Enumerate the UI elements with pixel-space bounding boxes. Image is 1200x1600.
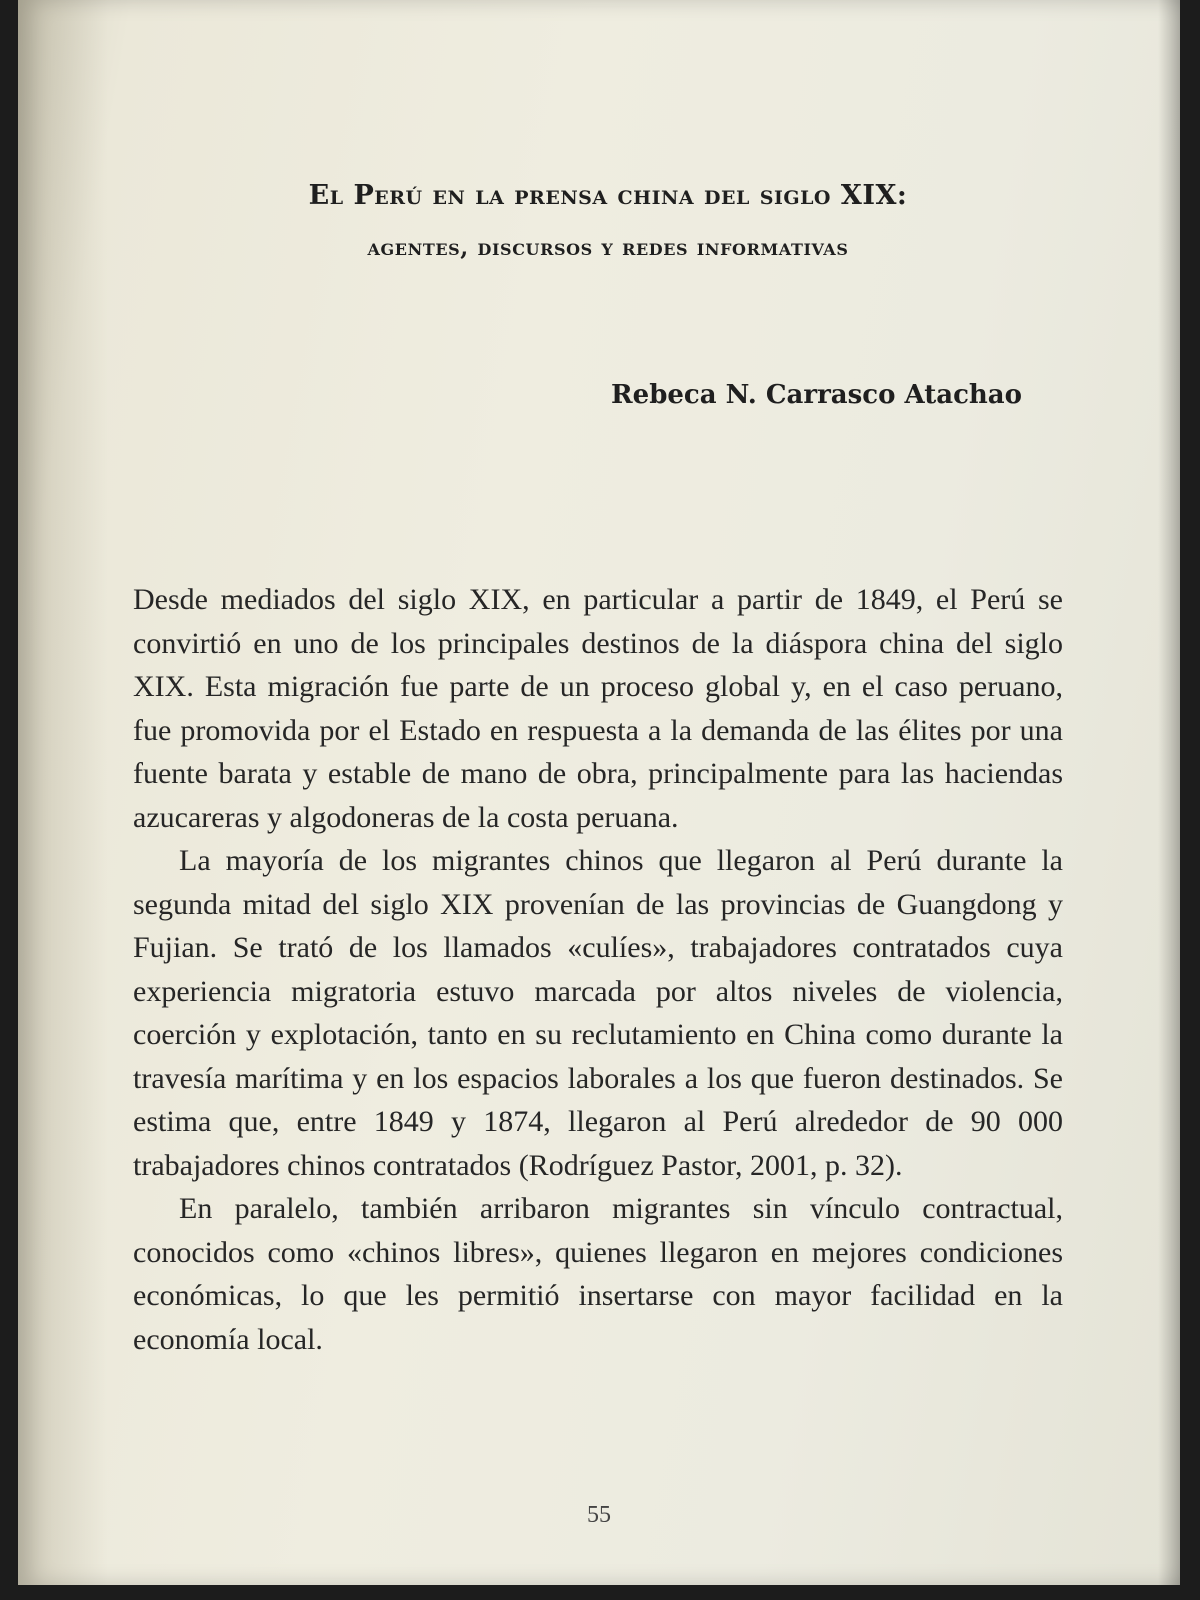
paragraph-3: En paralelo, también arribaron migrantes sin vínculo contractual, conocidos como «chinos libres», quienes llegaron en mejores condiciones económicas, lo que les permitió insertarse con mayor facilidad en la economía local. [133, 1192, 1063, 1356]
chapter-author: Rebeca N. Carrasco Atachao [611, 380, 1022, 410]
page-edge-shadow [1158, 0, 1180, 1585]
paragraph-1: Desde mediados del siglo XIX, en particular a partir de 1849, el Perú se convirtió en uno de los principales destinos de la diáspora china del siglo XIX. Esta migración fue parte de un proceso global y, en el caso peruano, fue promovida por el Estado en respuesta a la demanda de las élites por una fuente barata y estable de mano de obra, principalmente para las haciendas azucareras y algodoneras de la costa peruana. [133, 583, 1063, 834]
paragraph-2: La mayoría de los migrantes chinos que llegaron al Perú durante la segunda mitad del siglo XIX provenían de las provincias de Guangdong y Fujian. Se trató de los llamados «culíes», trabajadores contratados cuya experiencia migratoria estuvo marcada por altos niveles de violencia, coerción y explotación, tanto en su reclutamiento en China como durante la travesía marítima y en los espacios laborales a los que fueron destinados. Se estima que, entre 1849 y 1874, llegaron al Perú alrededor de 90 000 trabajadores chinos contratados (Rodríguez Pastor, 2001, p. 32). [133, 844, 1063, 1182]
chapter-title-line1: El Perú en la prensa china del siglo XIX: [308, 180, 908, 211]
chapter-subtitle: agentes, discursos y redes informativas [367, 234, 849, 261]
gutter-shadow [18, 0, 108, 1585]
chapter-title [178, 175, 1038, 267]
book-page [18, 0, 1180, 1585]
page-number: 55 [587, 1502, 611, 1528]
chapter-body [133, 578, 1063, 1361]
